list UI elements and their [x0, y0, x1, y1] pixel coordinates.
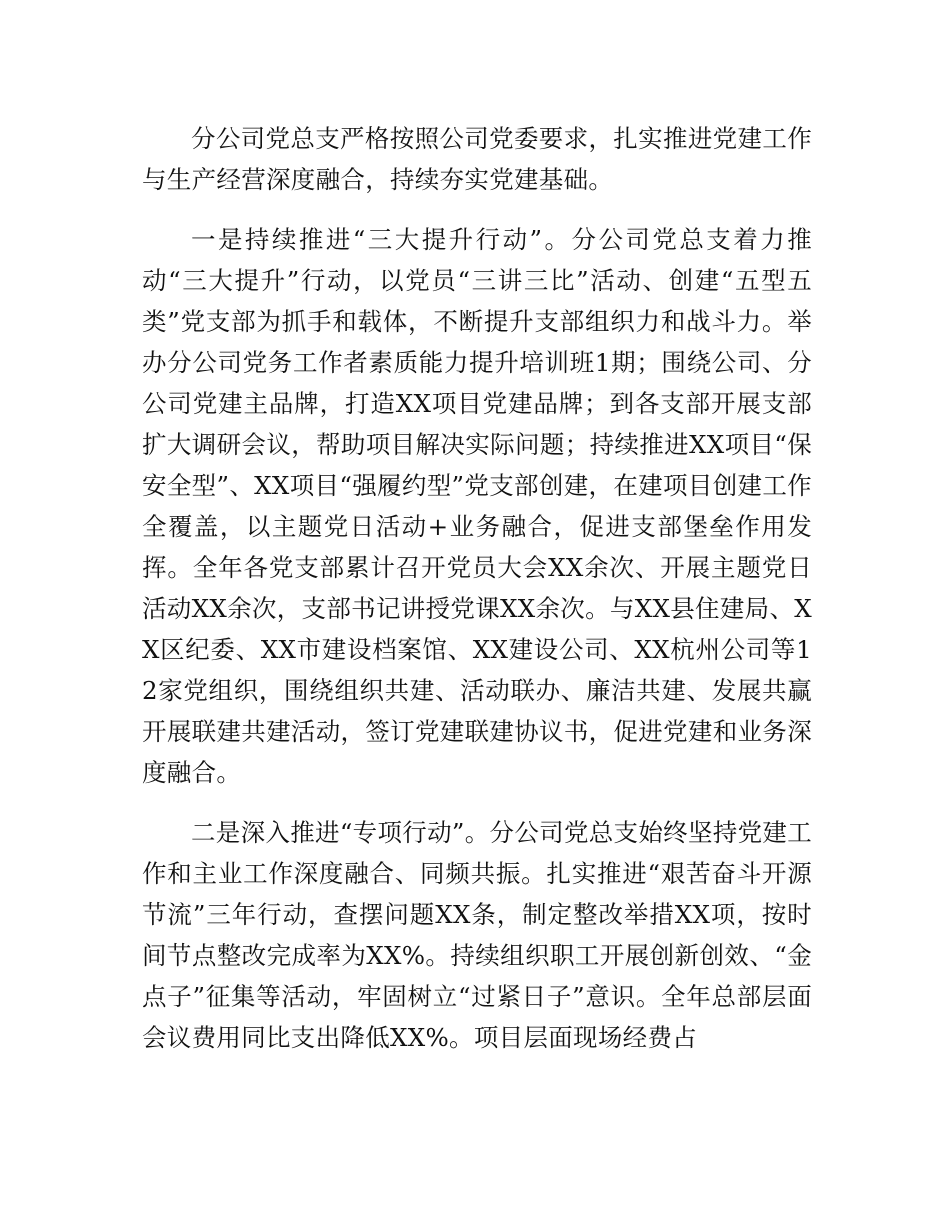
paragraph-three-improvements: 一是持续推进“三大提升行动”。分公司党总支着力推动“三大提升”行动，以党员“三讲三比”活动、创建“五型五类”党支部为抓手和载体，不断提升支部组织力和战斗力。举办分公司党务工作者素质能力提升培训班1期；围绕公司、分公司党建主品牌，打造XX项目党建品牌；到各支部开展支部扩大调研会议，帮助项目解决实际问题；持续推进XX项目“保安全型”、XX项目“强履约型”党支部创建，在建项目创建工作全覆盖，以主题党日活动+业务融合，促进支部堡垒作用发挥。全年各党支部累计召开党员大会XX余次、开展主题党日活动XX余次，支部书记讲授党课XX余次。与XX县住建局、XX区纪委、XX市建设档案馆、XX建设公司、XX杭州公司等12家党组织，围绕组织共建、活动联办、廉洁共建、发展共赢开展联建共建活动，签订党建联建协议书，促进党建和业务深度融合。: [142, 225, 812, 787]
paragraph-special-actions: 二是深入推进“专项行动”。分公司党总支始终坚持党建工作和主业工作深度融合、同频共振。扎实推进“艰苦奋斗开源节流”三年行动，查摆问题XX条，制定整改举措XX项，按时间节点整改完成率为XX%。持续组织职工开展创新创效、“金点子”征集等活动，牢固树立“过紧日子”意识。全年总部层面会议费用同比支出降低XX%。项目层面现场经费占: [142, 818, 812, 1052]
document-body: [142, 118, 812, 1058]
paragraph-intro: 分公司党总支严格按照公司党委要求，扎实推进党建工作与生产经营深度融合，持续夯实党建基础。: [142, 124, 812, 194]
